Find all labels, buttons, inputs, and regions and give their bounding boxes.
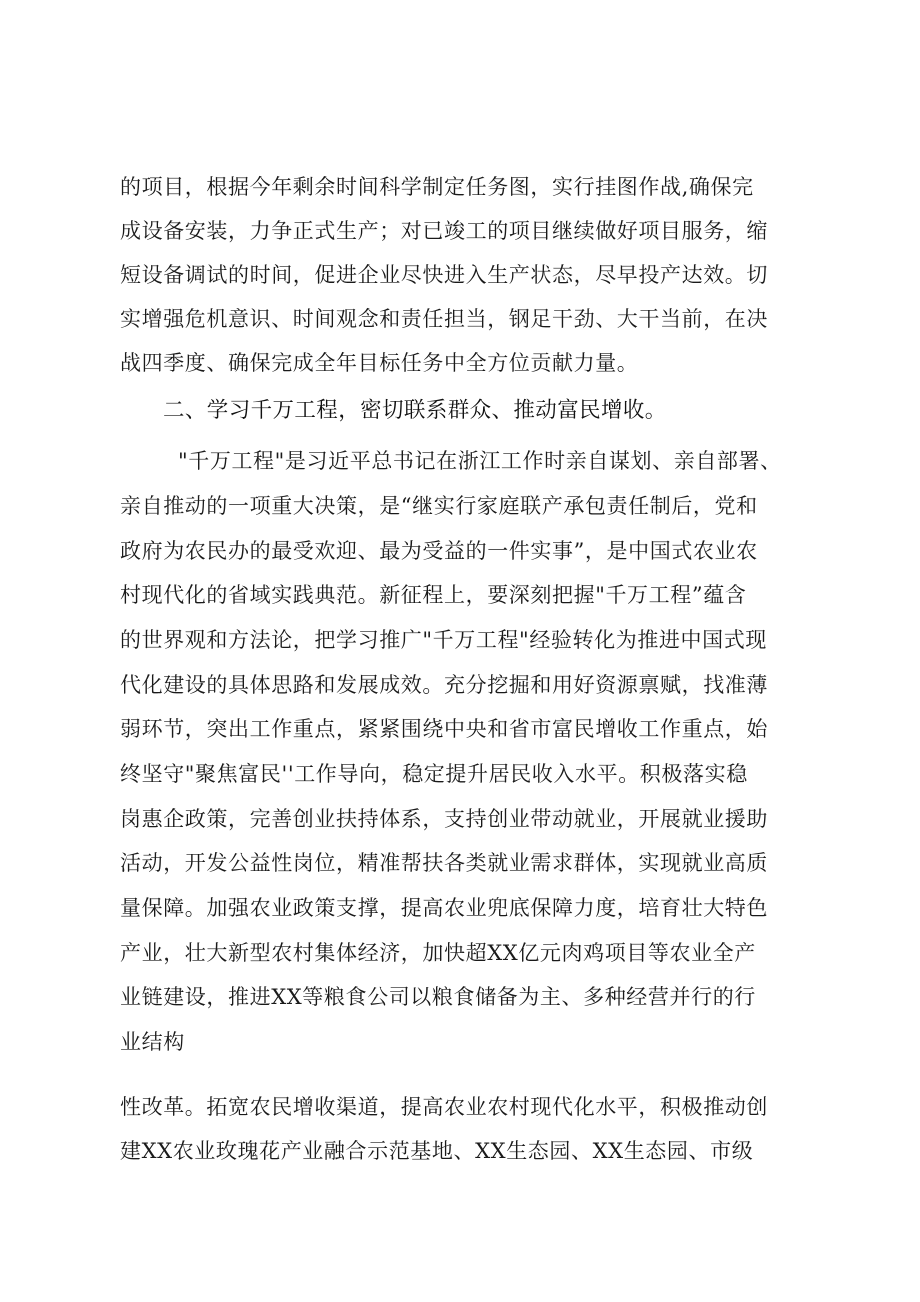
body-text-line: 产业，壮大新型农村集体经济，加快超XX亿元肉鸡项目等农业全产 — [120, 941, 756, 965]
body-text-line: 业链建设，推进XX等粮食公司以粮食储备为主、多种经营并行的行 — [120, 985, 756, 1009]
body-text-line: 性改革。拓宽农民增收渠道，提高农业农村现代化水平，积极推动创 — [120, 1095, 768, 1119]
body-text-line: 实增强危机意识、时间观念和责任担当，钢足干劲、大干当前，在决 — [120, 307, 768, 331]
body-text-line: 的世界观和方法论，把学习推广"千万工程"经验转化为推进中国式现 — [120, 628, 767, 652]
section-heading: 二、学习千万工程，密切联系群众、推动富民增收。 — [163, 398, 667, 423]
body-text-line: 的项目，根据今年剩余时间科学制定任务图，实行挂图作战,确保完 — [120, 175, 754, 199]
body-text-line: 终坚守"聚焦富民''工作导向，稳定提升居民收入水平。积极落实稳 — [120, 762, 748, 786]
body-text-line: 建XX农业玫瑰花产业融合示范基地、XX生态园、XX生态园、市级 — [120, 1139, 754, 1163]
body-text-line: 战四季度、确保完成全年目标任务中全方位贡献力量。 — [120, 351, 639, 375]
body-text-line: 量保障。加强农业政策支撑，提高农业兜底保障力度，培育壮大特色 — [120, 896, 768, 920]
body-text-line: 短设备调试的时间，促进企业尽快进入生产状态，尽早投产达效。切 — [120, 263, 768, 287]
body-text-line: 弱环节，突出工作重点，紧紧围绕中央和省市富民增收工作重点，始 — [120, 717, 768, 741]
body-text-line: 活动，开发公益性岗位，精准帮扶各类就业需求群体，实现就业高质 — [120, 851, 768, 875]
body-text-line: 岗惠企政策，完善创业扶持体系，支持创业带动就业，开展就业援助 — [120, 807, 768, 831]
body-text-line: "千万工程"是习近平总书记在浙江工作时亲自谋划、亲自部署、 — [178, 449, 782, 473]
body-text-line: 政府为农民办的最受欢迎、最为受益的一件实事”，是中国式农业农 — [120, 539, 758, 563]
body-text-line: 业结构 — [120, 1030, 185, 1054]
body-text-line: 亲自推动的一项重大决策，是“继实行家庭联产承包责任制后，党和 — [120, 494, 758, 518]
body-text-line: 代化建设的具体思路和发展成效。充分挖掘和用好资源禀赋，找准薄 — [120, 673, 768, 697]
body-text-line: 成设备安装，力争正式生产；对已竣工的项目继续做好项目服务，缩 — [120, 219, 768, 243]
body-text-line: 村现代化的省域实践典范。新征程上，要深刻把握"千万工程”蕴含 — [120, 583, 747, 607]
